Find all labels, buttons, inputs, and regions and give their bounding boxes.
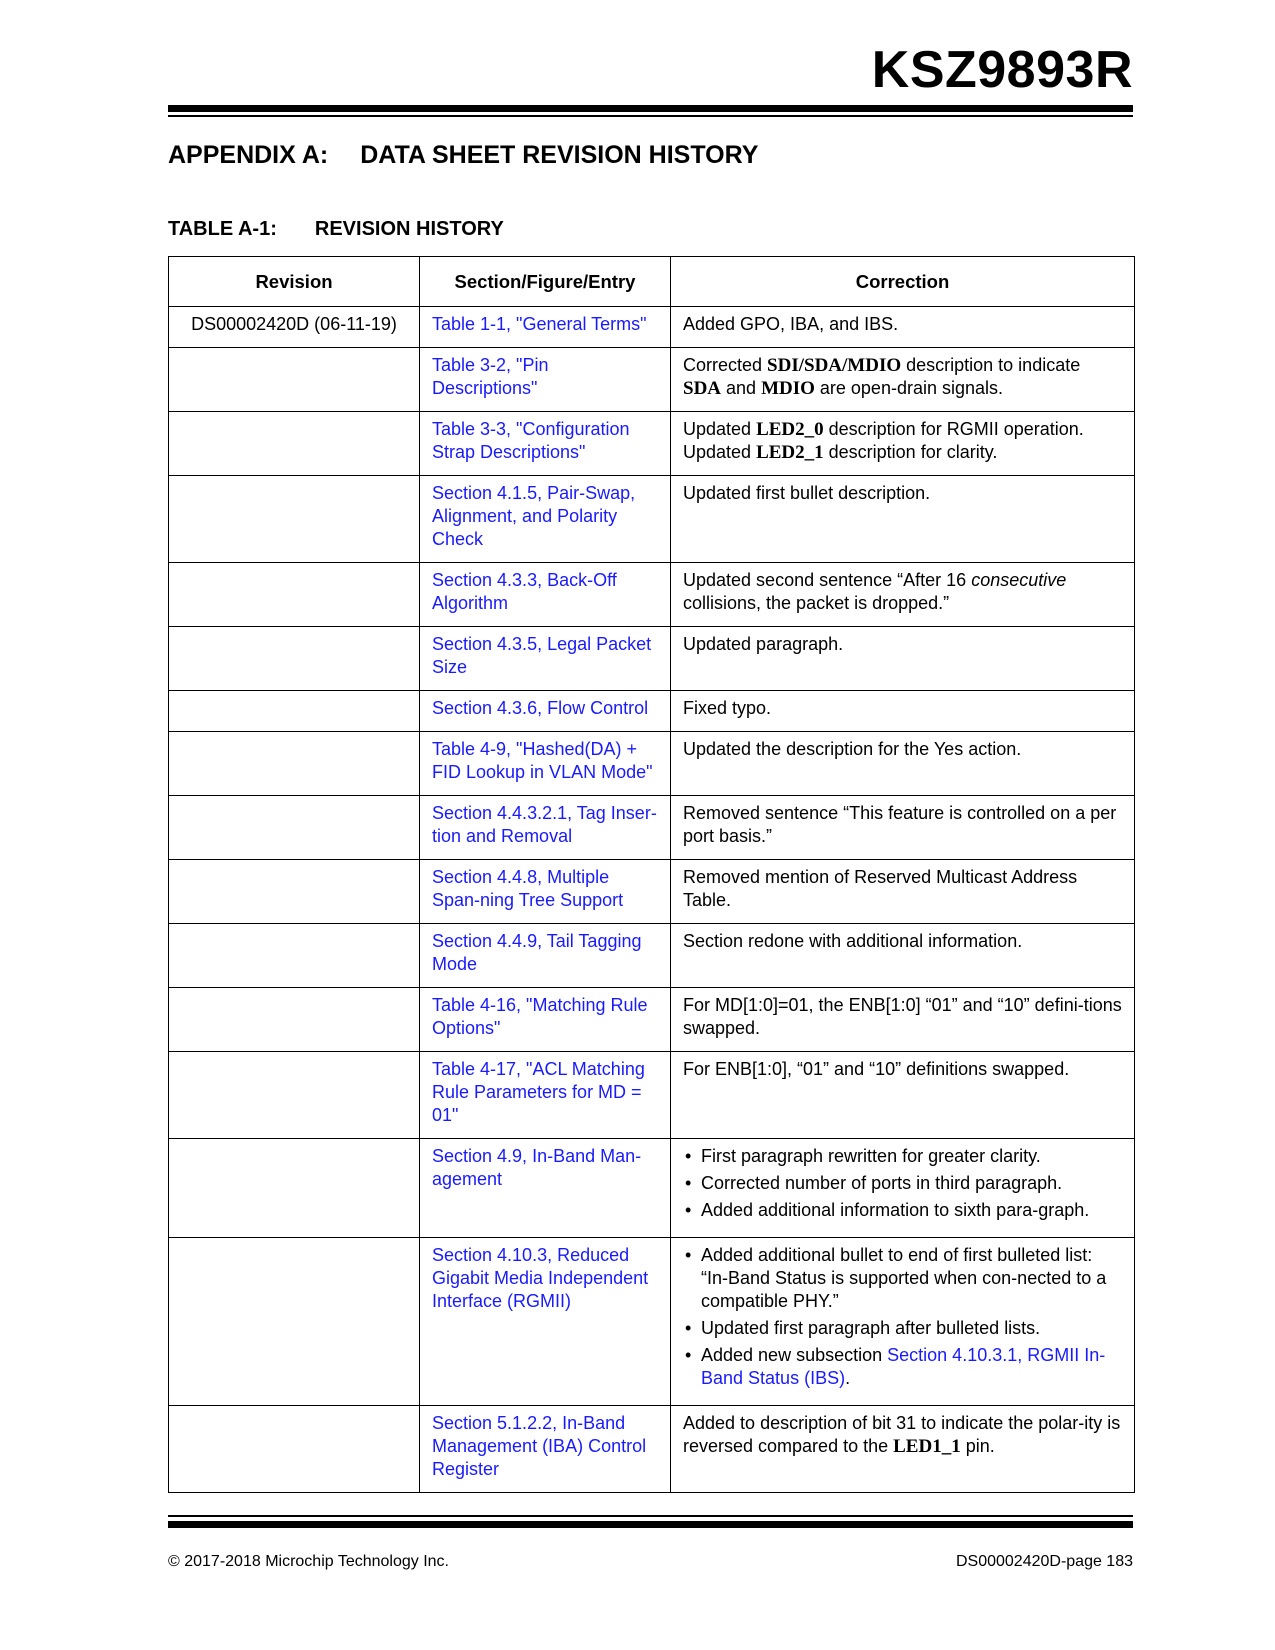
correction-text: Updated	[683, 419, 757, 439]
footer-copyright: © 2017-2018 Microchip Technology Inc.	[168, 1553, 449, 1570]
correction-cell: Updated paragraph.	[671, 627, 1135, 691]
table-caption	[168, 218, 504, 241]
entry-cell[interactable]	[420, 796, 671, 860]
revision-cell	[169, 924, 420, 988]
entry-cell[interactable]	[420, 1139, 671, 1238]
table-row	[169, 732, 1135, 796]
header-correction: Correction	[671, 257, 1135, 307]
correction-cell: Added GPO, IBA, and IBS.	[671, 307, 1135, 348]
entry-cell[interactable]	[420, 988, 671, 1052]
entry-link[interactable]: Section 4.10.3, Reduced Gigabit Media Independent Interface (RGMII)	[432, 1245, 649, 1311]
correction-cell: Removed sentence “This feature is controlled on a per port basis.”	[671, 796, 1135, 860]
table-row	[169, 1406, 1135, 1493]
entry-cell[interactable]	[420, 691, 671, 732]
correction-cell	[671, 563, 1135, 627]
entry-cell[interactable]	[420, 412, 671, 476]
entry-link[interactable]: Table 4-16, "Matching Rule Options"	[432, 995, 648, 1038]
entry-cell[interactable]	[420, 924, 671, 988]
signal-name: LED1_1	[893, 1436, 961, 1457]
entry-cell[interactable]	[420, 860, 671, 924]
correction-text: Updated second sentence “After 16	[683, 570, 972, 590]
revision-cell	[169, 1238, 420, 1406]
entry-cell[interactable]	[420, 348, 671, 412]
appendix-label: APPENDIX A:	[168, 141, 329, 169]
entry-cell[interactable]	[420, 563, 671, 627]
table-row	[169, 412, 1135, 476]
correction-cell: Updated first bullet description.	[671, 476, 1135, 563]
entry-link[interactable]: Section 4.3.5, Legal Packet Size	[432, 634, 652, 677]
entry-link[interactable]: Table 1-1, "General Terms"	[432, 314, 647, 334]
revision-cell	[169, 860, 420, 924]
entry-cell[interactable]	[420, 1052, 671, 1139]
table-row	[169, 860, 1135, 924]
revision-cell	[169, 1406, 420, 1493]
correction-text: pin.	[960, 1436, 995, 1456]
entry-link[interactable]: Section 4.4.9, Tail Tagging Mode	[432, 931, 642, 974]
correction-cell: For ENB[1:0], “01” and “10” definitions swapped.	[671, 1052, 1135, 1139]
revision-cell	[169, 412, 420, 476]
entry-link[interactable]: Section 4.3.3, Back-Off Algorithm	[432, 570, 617, 613]
correction-cell: Updated the description for the Yes action.	[671, 732, 1135, 796]
table-caption-label: TABLE A-1:	[168, 218, 277, 240]
correction-text: collisions, the packet is dropped.”	[683, 593, 950, 613]
table-row	[169, 796, 1135, 860]
revision-cell	[169, 988, 420, 1052]
signal-name: SDA	[683, 378, 722, 399]
revision-cell	[169, 627, 420, 691]
correction-cell	[671, 1406, 1135, 1493]
revision-cell	[169, 476, 420, 563]
revision-cell	[169, 348, 420, 412]
table-caption-title: REVISION HISTORY	[314, 218, 504, 240]
signal-name: LED2_0	[756, 419, 824, 440]
footer-rule-thin	[168, 1515, 1133, 1517]
correction-cell: For MD[1:0]=01, the ENB[1:0] “01” and “10” defini-tions swapped.	[671, 988, 1135, 1052]
entry-link[interactable]: Table 4-9, "Hashed(DA) + FID Lookup in VLAN Mode"	[432, 739, 653, 782]
correction-text: Added to description of bit 31 to indicate the polar-ity is reversed compared to the	[683, 1413, 1121, 1456]
revision-cell	[169, 796, 420, 860]
footer-rule-thick	[168, 1521, 1133, 1528]
entry-cell[interactable]	[420, 307, 671, 348]
entry-link[interactable]: Section 4.3.6, Flow Control	[432, 698, 649, 718]
appendix-heading	[168, 141, 758, 170]
correction-text: description for clarity.	[823, 442, 998, 462]
appendix-title: DATA SHEET REVISION HISTORY	[360, 141, 759, 169]
entry-cell[interactable]	[420, 1238, 671, 1406]
header-revision: Revision	[169, 257, 420, 307]
revision-cell	[169, 1052, 420, 1139]
signal-name: MDIO	[761, 378, 815, 399]
table-row	[169, 988, 1135, 1052]
correction-cell	[671, 412, 1135, 476]
correction-cell: Removed mention of Reserved Multicast Address Table.	[671, 860, 1135, 924]
revision-cell: DS00002420D (06-11-19)	[169, 307, 420, 348]
emphasis-text: consecutive	[971, 570, 1067, 590]
correction-cell	[671, 1139, 1135, 1238]
correction-text: description for RGMII operation. Updated	[683, 419, 1084, 462]
correction-bullet-list	[683, 1145, 1122, 1222]
entry-link[interactable]: Section 4.4.3.2.1, Tag Inser-tion and Removal	[432, 803, 657, 846]
bullet-item	[683, 1344, 1122, 1390]
revision-cell	[169, 691, 420, 732]
table-row	[169, 307, 1135, 348]
table-row	[169, 563, 1135, 627]
header-rule-thick	[168, 105, 1133, 112]
correction-text: description to indicate	[901, 355, 1081, 375]
signal-name: SDI/SDA/MDIO	[767, 355, 902, 376]
bullet-text: .	[845, 1368, 851, 1388]
correction-text: and	[721, 378, 762, 398]
subsection-link[interactable]: Section 4.10.3.1, RGMII In-Band Status (IBS)	[701, 1345, 1106, 1388]
table-row	[169, 924, 1135, 988]
bullet-item: • Added additional bullet to end of first bulleted list: “In-Band Status is supported when con-nected to a compatible PHY.”	[683, 1244, 1122, 1313]
correction-text: are open-drain signals.	[814, 378, 1004, 398]
correction-cell: Section redone with additional information.	[671, 924, 1135, 988]
correction-cell	[671, 1238, 1135, 1406]
bullet-text: Added new subsection	[701, 1345, 888, 1365]
revision-cell	[169, 563, 420, 627]
entry-cell[interactable]	[420, 1406, 671, 1493]
bullet-item: • Added additional information to sixth para-graph.	[683, 1199, 1122, 1222]
table-row	[169, 1052, 1135, 1139]
entry-cell[interactable]	[420, 732, 671, 796]
bullet-item: • Corrected number of ports in third paragraph.	[683, 1172, 1122, 1195]
correction-cell: Fixed typo.	[671, 691, 1135, 732]
entry-link[interactable]: Section 4.1.5, Pair-Swap, Alignment, and Polarity Check	[432, 483, 636, 549]
revision-cell	[169, 732, 420, 796]
header-rule-thin	[168, 115, 1133, 117]
entry-link[interactable]: Section 4.4.8, Multiple Span-ning Tree Support	[432, 867, 624, 910]
page-title: KSZ9893R	[871, 41, 1133, 99]
entry-link[interactable]: Section 5.1.2.2, In-Band Management (IBA) Control Register	[432, 1413, 647, 1479]
entry-cell[interactable]	[420, 627, 671, 691]
correction-text: Corrected	[683, 355, 768, 375]
entry-link[interactable]: Table 4-17, "ACL Matching Rule Parameters for MD = 01"	[432, 1059, 645, 1125]
entry-link[interactable]: Table 3-2, "Pin Descriptions"	[432, 355, 549, 398]
signal-name: LED2_1	[756, 442, 824, 463]
correction-bullet-list	[683, 1244, 1122, 1390]
bullet-item: • First paragraph rewritten for greater clarity.	[683, 1145, 1122, 1168]
header-section: Section/Figure/Entry	[420, 257, 671, 307]
entry-link[interactable]: Section 4.9, In-Band Man-agement	[432, 1146, 642, 1189]
table-row	[169, 1139, 1135, 1238]
table-header-row	[169, 257, 1135, 307]
table-row	[169, 348, 1135, 412]
entry-link[interactable]: Table 3-3, "Configuration Strap Descriptions"	[432, 419, 630, 462]
correction-cell	[671, 348, 1135, 412]
footer-page-number: DS00002420D-page 183	[955, 1553, 1133, 1570]
revision-history-table	[168, 256, 1135, 1493]
table-row	[169, 476, 1135, 563]
bullet-item: • Updated first paragraph after bulleted lists.	[683, 1317, 1122, 1340]
entry-cell[interactable]	[420, 476, 671, 563]
table-row	[169, 691, 1135, 732]
table-row	[169, 627, 1135, 691]
table-row	[169, 1238, 1135, 1406]
revision-cell	[169, 1139, 420, 1238]
